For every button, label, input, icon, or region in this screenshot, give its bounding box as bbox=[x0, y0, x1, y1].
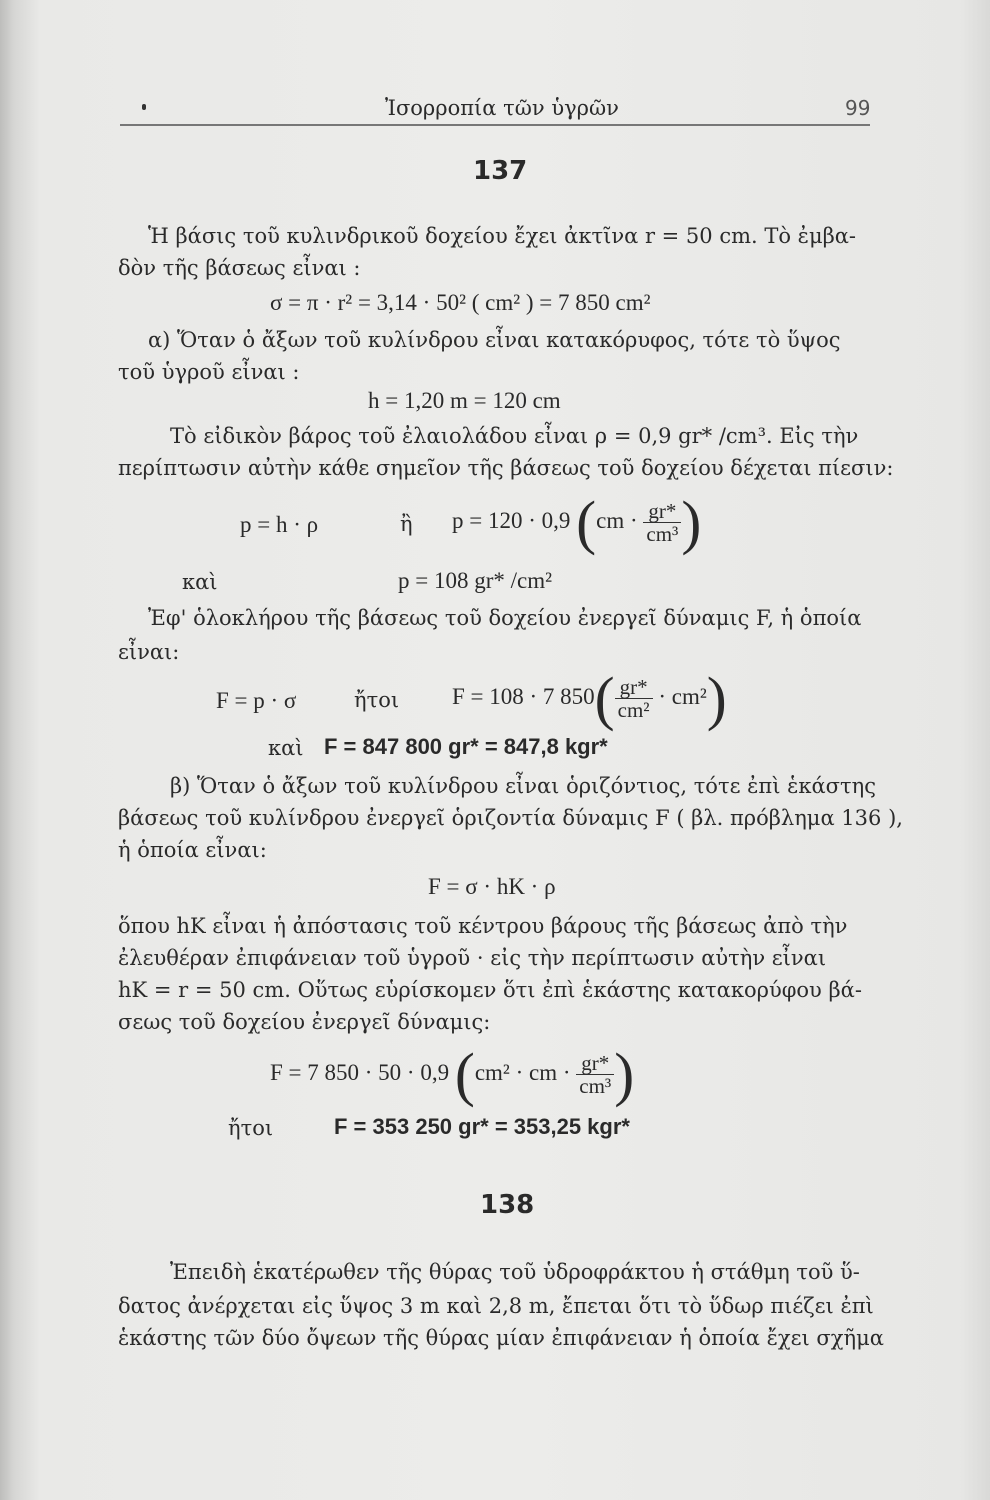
header-rule bbox=[120, 124, 870, 126]
force-line-1: Ἐφ' ὁλοκλήρου τῆς βάσεως τοῦ δοχείου ἐνεργεῖ δύναμις F, ἡ ὁποία bbox=[148, 606, 862, 630]
equation-height: h = 1,20 m = 120 cm bbox=[368, 388, 561, 413]
and-word-2: καὶ bbox=[268, 736, 304, 760]
problem-138-line-1: Ἐπειδὴ ἑκατέρωθεν τῆς θύρας τοῦ ὑδροφράκτου ἡ στάθμη τοῦ ὕ- bbox=[170, 1260, 860, 1284]
equation-force-vertical-result: F = 353 250 gr* = 353,25 kgr* bbox=[334, 1114, 630, 1139]
force-product: F = 108 · 7 850 bbox=[452, 683, 595, 709]
problem-number-137: 137 bbox=[473, 156, 528, 186]
left-paren: ( bbox=[576, 489, 597, 556]
fraction-numerator: gr* bbox=[615, 676, 653, 699]
intro-line-2: δὸν τῆς βάσεως εἶναι : bbox=[118, 256, 361, 280]
force-base-unit: cm² · cm · bbox=[474, 1059, 571, 1085]
density-line-1: Τὸ εἰδικὸν βάρος τοῦ ἐλαιολάδου εἶναι ρ = 0,9 gr* /cm³. Εἰς τὴν bbox=[170, 424, 859, 448]
fraction-denominator: cm³ bbox=[646, 522, 679, 546]
part-b-line-2: βάσεως τοῦ κυλίνδρου ἐνεργεῖ ὁριζοντία δύναμις F ( βλ. πρόβλημα 136 ), bbox=[118, 806, 903, 830]
pressure-fraction bbox=[643, 500, 681, 545]
fraction-denominator: cm² bbox=[617, 698, 650, 722]
equation-force-horizontal: F = σ · hK · ρ bbox=[428, 874, 556, 899]
right-paren: ) bbox=[614, 1041, 635, 1108]
part-a-line-1: α) Ὅταν ὁ ἄξων τοῦ κυλίνδρου εἶναι κατακόρυφος, τότε τὸ ὕψος bbox=[148, 328, 841, 352]
intro-line-1: Ἡ βάσις τοῦ κυλινδρικοῦ δοχείου ἔχει ἀκτῖνα r = 50 cm. Τὸ ἐμβα- bbox=[148, 224, 857, 248]
equation-area: σ = π · r² = 3,14 · 50² ( cm² ) = 7 850 cm² bbox=[270, 290, 651, 315]
equation-pressure-result: p = 108 gr* /cm² bbox=[398, 568, 553, 593]
equation-force-result: F = 847 800 gr* = 847,8 kgr* bbox=[324, 734, 608, 759]
problem-number-138: 138 bbox=[480, 1190, 535, 1220]
pressure-unit: cm · bbox=[596, 507, 638, 533]
right-paren: ) bbox=[706, 665, 727, 732]
force-fraction bbox=[615, 676, 653, 721]
part-b-line-3: ἡ ὁποία εἶναι: bbox=[118, 838, 267, 862]
left-paren: ( bbox=[454, 1041, 475, 1108]
running-header-title: Ἰσορροπία τῶν ὑγρῶν bbox=[385, 96, 619, 120]
print-mark bbox=[142, 104, 146, 110]
hk-line-4: σεως τοῦ δοχείου ἐνεργεῖ δύναμις: bbox=[118, 1010, 491, 1034]
equation-pressure-or: ἢ bbox=[400, 512, 413, 536]
equation-pressure-right bbox=[452, 489, 702, 556]
right-paren: ) bbox=[681, 489, 702, 556]
part-b-line-1: β) Ὅταν ὁ ἄξων τοῦ κυλίνδρου εἶναι ὁριζόντιος, τότε ἐπὶ ἑκάστης bbox=[170, 774, 876, 798]
density-line-2: περίπτωσιν αὐτὴν κάθε σημεῖον τῆς βάσεως τοῦ δοχείου δέχεται πίεσιν: bbox=[118, 456, 894, 480]
hk-line-1: ὅπου hK εἶναι ἡ ἀπόστασις τοῦ κέντρου βάρους τῆς βάσεως ἀπὸ τὴν bbox=[118, 914, 848, 938]
part-a-line-2: τοῦ ὑγροῦ εἶναι : bbox=[118, 360, 300, 384]
page-number: 99 bbox=[845, 96, 871, 120]
fraction-numerator: gr* bbox=[643, 500, 681, 523]
hk-line-2: ἐλευθέραν ἐπιφάνειαν τοῦ ὑγροῦ · εἰς τὴν περίπτωσιν αὐτὴν εἶναι bbox=[118, 946, 827, 970]
equation-force-right bbox=[452, 665, 727, 732]
force-base-product: F = 7 850 · 50 · 0,9 bbox=[270, 1059, 450, 1085]
itoi-word: ἤτοι bbox=[228, 1116, 274, 1140]
equation-force-left: F = p · σ bbox=[216, 688, 297, 713]
force-unit: · cm² bbox=[658, 683, 707, 709]
equation-force-vertical-base bbox=[270, 1041, 635, 1108]
fraction-numerator: gr* bbox=[576, 1052, 614, 1075]
problem-138-line-3: ἑκάστης τῶν δύο ὄψεων τῆς θύρας μίαν ἐπιφάνειαν ἡ ὁποία ἔχει σχῆμα bbox=[118, 1326, 884, 1350]
force-base-fraction bbox=[576, 1052, 614, 1097]
hk-line-3: hK = r = 50 cm. Οὕτως εὑρίσκομεν ὅτι ἐπὶ ἑκάστης κατακορύφου βά- bbox=[118, 978, 862, 1002]
fraction-denominator: cm³ bbox=[579, 1074, 612, 1098]
left-paren: ( bbox=[594, 665, 615, 732]
equation-pressure-left: p = h · ρ bbox=[240, 512, 319, 537]
and-word-1: καὶ bbox=[182, 570, 218, 594]
pressure-product: p = 120 · 0,9 bbox=[452, 507, 571, 533]
equation-force-itoi: ἤτοι bbox=[354, 688, 400, 712]
problem-138-line-2: δατος ἀνέρχεται εἰς ὕψος 3 m καὶ 2,8 m, ἔπεται ὅτι τὸ ὕδωρ πιέζει ἐπὶ bbox=[118, 1294, 874, 1318]
force-line-2: εἶναι: bbox=[118, 640, 180, 664]
